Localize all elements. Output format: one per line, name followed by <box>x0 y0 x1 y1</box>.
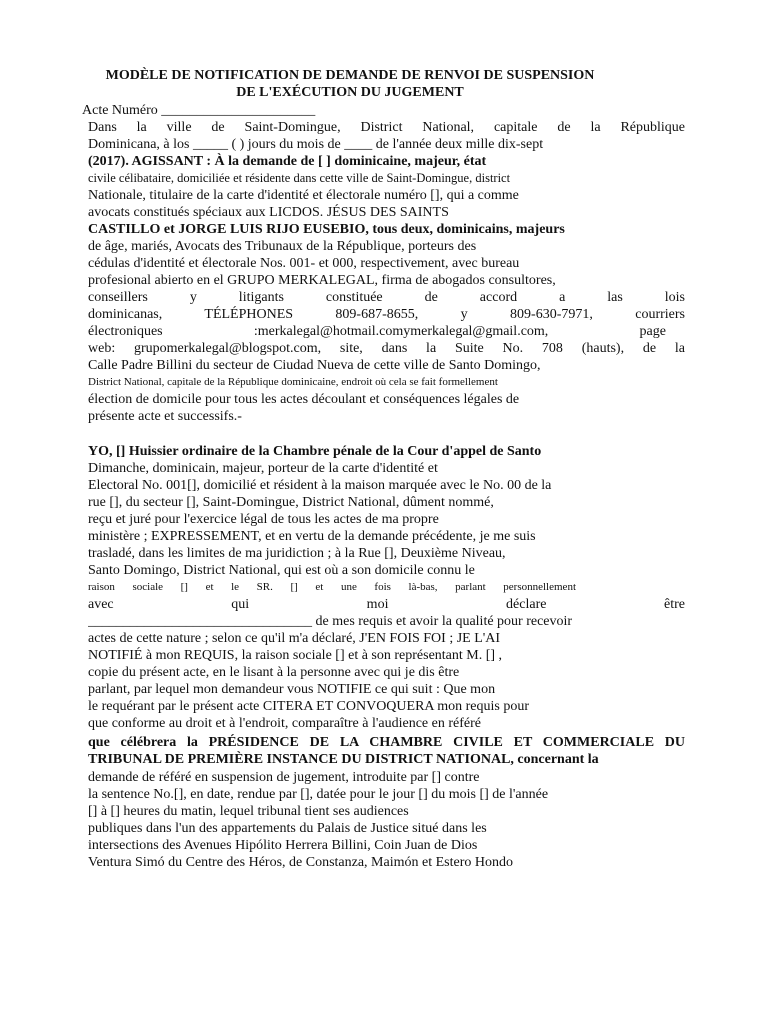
text-line: reçu et juré pour l'exercice légal de tous les actes de ma propre <box>88 512 439 527</box>
text-line: (2017). AGISSANT : À la demande de [ ] dominicaine, majeur, état <box>88 154 487 169</box>
text-line: cédulas d'identité et électorale Nos. 001- et 000, respectivement, avec bureau <box>88 256 520 271</box>
text-line: Nationale, titulaire de la carte d'identité et électorale numéro [], qui a comme <box>88 188 519 203</box>
text-line: le requérant par le présent acte CITERA ET CONVOQUERA mon requis pour <box>88 699 530 714</box>
text-line: demande de référé en suspension de jugement, introduite par [] contre <box>88 770 480 785</box>
text-line: Calle Padre Billini du secteur de Ciudad Nueva de cette ville de Santo Domingo, <box>88 358 541 373</box>
text-line: électroniques :merkalegal@hotmail.comymerkalegal@gmail.com, page <box>88 324 666 339</box>
text-line: Dans la ville de Saint-Domingue, District National, capitale de la République <box>88 120 685 135</box>
text-line: que célébrera la PRÉSIDENCE DE LA CHAMBRE CIVILE ET COMMERCIALE DU <box>88 735 685 750</box>
text-line: rue [], du secteur [], Saint-Domingue, District National, dûment nommé, <box>88 495 494 510</box>
text-line: actes de cette nature ; selon ce qu'il m'a déclaré, J'EN FOIS FOI ; JE L'AI <box>88 631 501 646</box>
text-line: dominicanas, TÉLÉPHONES 809-687-8655, y 809-630-7971, courriers <box>88 307 685 322</box>
text-line: Electoral No. 001[], domicilié et résident à la maison marquée avec le No. 00 de la <box>88 478 552 493</box>
text-line: trasladé, dans les limites de ma juridiction ; à la Rue [], Deuxième Niveau, <box>88 546 506 561</box>
text-line: parlant, par lequel mon demandeur vous NOTIFIE ce qui suit : Que mon <box>88 682 496 697</box>
text-line: conseillers y litigants constituée de accord a las lois <box>88 290 685 305</box>
text-line: la sentence No.[], en date, rendue par [], datée pour le jour [] du mois [] de l'année <box>88 787 549 802</box>
text-line: ________________________________ de mes requis et avoir la qualité pour recevoir <box>88 614 573 629</box>
text-line: Dominicana, à los _____ ( ) jours du mois de ____ de l'année deux mille dix-sept <box>88 137 544 152</box>
text-line: Santo Domingo, District National, qui est où a son domicile connu le <box>88 563 475 578</box>
text-line: copie du présent acte, en le lisant à la personne avec qui je dis être <box>88 665 460 680</box>
text-line: de âge, mariés, Avocats des Tribunaux de la République, porteurs des <box>88 239 477 254</box>
text-line: Ventura Simó du Centre des Héros, de Constanza, Maimón et Estero Hondo <box>88 855 513 870</box>
document-title-line-2: DE L'EXÉCUTION DU JUGEMENT <box>236 85 464 100</box>
text-line: élection de domicile pour tous les actes découlant et conséquences légales de <box>88 392 520 407</box>
text-line: profesional abierto en el GRUPO MERKALEGAL, firma de abogados consultores, <box>88 273 556 288</box>
text-line: présente acte et successifs.- <box>88 409 242 424</box>
document-title-line-1: MODÈLE DE NOTIFICATION DE DEMANDE DE RENVOI DE SUSPENSION <box>105 68 595 83</box>
text-line: raison sociale [] et le SR. [] et une fois là-bas, parlant personnellement <box>88 581 576 593</box>
text-line: CASTILLO et JORGE LUIS RIJO EUSEBIO, tous deux, dominicains, majeurs <box>88 222 565 237</box>
text-line: [] à [] heures du matin, lequel tribunal tient ses audiences <box>88 804 409 819</box>
text-line: Dimanche, dominicain, majeur, porteur de la carte d'identité et <box>88 461 438 476</box>
text-line: YO, [] Huissier ordinaire de la Chambre pénale de la Cour d'appel de Santo <box>88 444 542 459</box>
text-line: civile célibataire, domiciliée et résidente dans cette ville de Saint-Domingue, district <box>88 171 511 185</box>
text-line: publiques dans l'un des appartements du Palais de Justice situé dans les <box>88 821 487 836</box>
text-line: avec qui moi déclare être <box>88 597 685 612</box>
text-line: que conforme au droit et à l'endroit, comparaître à l'audience en référé <box>88 716 481 731</box>
text-line: District National, capitale de la République dominicaine, endroit où cela se fait formellement <box>88 376 498 388</box>
text-line: TRIBUNAL DE PREMIÈRE INSTANCE DU DISTRICT NATIONAL, concernant la <box>88 752 599 767</box>
text-line: avocats constitués spéciaux aux LICDOS. JÉSUS DES SAINTS <box>88 205 449 220</box>
text-line: intersections des Avenues Hipólito Herrera Billini, Coin Juan de Dios <box>88 838 478 853</box>
text-line: web: grupomerkalegal@blogspot.com, site, dans la Suite No. 708 (hauts), de la <box>88 341 685 356</box>
text-line: NOTIFIÉ à mon REQUIS, la raison sociale [] et à son représentant M. [] , <box>88 648 503 663</box>
text-line: ministère ; EXPRESSEMENT, et en vertu de la demande précédente, je me suis <box>88 529 536 544</box>
text-line: Acte Numéro ______________________ <box>82 103 316 118</box>
